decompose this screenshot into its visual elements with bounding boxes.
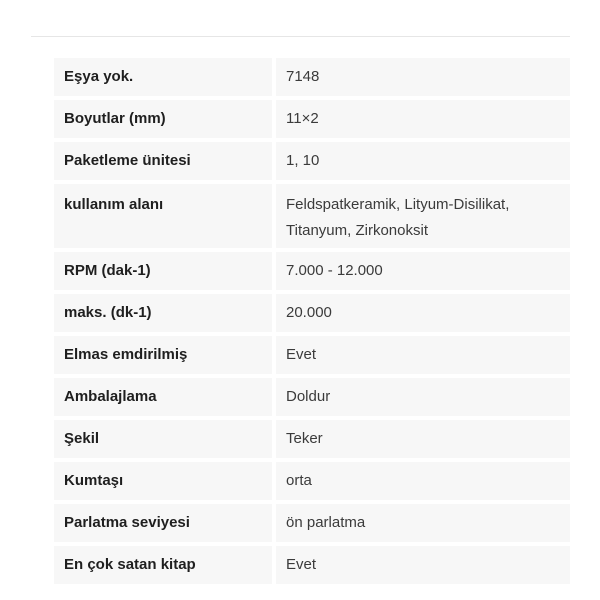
spec-label-dimensions: Boyutlar (mm) <box>54 100 276 138</box>
spec-value-packaging-unit: 1, 10 <box>276 142 570 180</box>
spec-label-bestseller: En çok satan kitap <box>54 546 276 584</box>
table-row <box>54 546 570 584</box>
table-row <box>54 336 570 374</box>
spec-label-shape: Şekil <box>54 420 276 458</box>
spec-label-grit: Kumtaşı <box>54 462 276 500</box>
spec-label-rpm: RPM (dak-1) <box>54 252 276 290</box>
table-row <box>54 462 570 500</box>
spec-label-packaging-unit: Paketleme ünitesi <box>54 142 276 180</box>
spec-label-max-rpm: maks. (dk-1) <box>54 294 276 332</box>
spec-value-diamond-impregnated: Evet <box>276 336 570 374</box>
spec-value-item-number: 7148 <box>276 58 570 96</box>
spec-value-polish-level: ön parlatma <box>276 504 570 542</box>
spec-table <box>54 54 570 588</box>
spec-label-item-number: Eşya yok. <box>54 58 276 96</box>
spec-value-application-area: Feldspatkeramik, Lityum-Disilikat, Titanyum, Zirkonoksit <box>276 184 570 248</box>
spec-value-dimensions: 11×2 <box>276 100 570 138</box>
table-row <box>54 184 570 248</box>
spec-value-shape: Teker <box>276 420 570 458</box>
table-row <box>54 58 570 96</box>
spec-value-max-rpm: 20.000 <box>276 294 570 332</box>
table-row <box>54 294 570 332</box>
spec-value-grit: orta <box>276 462 570 500</box>
spec-label-packaging: Ambalajlama <box>54 378 276 416</box>
table-row <box>54 504 570 542</box>
spec-value-bestseller: Evet <box>276 546 570 584</box>
spec-value-rpm: 7.000 - 12.000 <box>276 252 570 290</box>
section-divider <box>31 36 570 37</box>
spec-value-packaging: Doldur <box>276 378 570 416</box>
spec-label-application-area: kullanım alanı <box>54 184 276 248</box>
table-row <box>54 100 570 138</box>
spec-label-diamond-impregnated: Elmas emdirilmiş <box>54 336 276 374</box>
spec-label-polish-level: Parlatma seviyesi <box>54 504 276 542</box>
table-row <box>54 420 570 458</box>
table-row <box>54 142 570 180</box>
table-row <box>54 378 570 416</box>
table-row <box>54 252 570 290</box>
